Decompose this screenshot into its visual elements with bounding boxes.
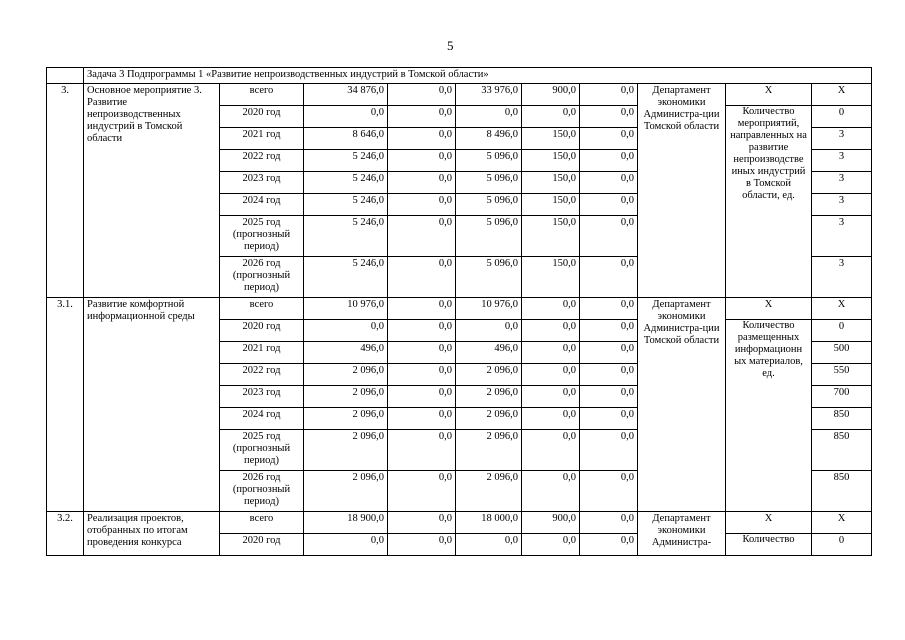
period-cell: 2025 год (прогнозный период) [220,430,304,471]
total-cell: 496,0 [304,342,388,364]
federal-cell: 0,0 [388,194,456,216]
period-cell: 2023 год [220,172,304,194]
municipal-cell: 150,0 [522,216,580,257]
indicator-name-cell: Количество мероприятий, направленных на развитие непроизводстве иных индустрий в Томской области, ед. [726,106,812,298]
indicator-name-cell: Количество размещенных информационн ых материалов, ед. [726,320,812,512]
period-cell: 2020 год [220,534,304,556]
indicator-x-cell: Х [726,512,812,534]
total-cell: 34 876,0 [304,84,388,106]
other-cell: 0,0 [580,172,638,194]
indicator-value-cell: Х [812,512,872,534]
indicator-value-cell: 3 [812,150,872,172]
municipal-cell: 0,0 [522,471,580,512]
section-name: Реализация проектов, отобранных по итогам проведения конкурса [84,512,220,556]
federal-cell: 0,0 [388,408,456,430]
other-cell: 0,0 [580,150,638,172]
federal-cell: 0,0 [388,430,456,471]
municipal-cell: 150,0 [522,257,580,298]
federal-cell: 0,0 [388,471,456,512]
indicator-value-cell: 500 [812,342,872,364]
task-header-row [47,68,872,84]
table-row [47,84,872,106]
total-cell: 2 096,0 [304,471,388,512]
total-cell: 5 246,0 [304,150,388,172]
other-cell: 0,0 [580,386,638,408]
period-cell: 2026 год (прогнозный период) [220,257,304,298]
regional-cell: 10 976,0 [456,298,522,320]
other-cell: 0,0 [580,471,638,512]
regional-cell: 0,0 [456,320,522,342]
indicator-x-cell: Х [726,84,812,106]
total-cell: 2 096,0 [304,430,388,471]
municipal-cell: 0,0 [522,364,580,386]
table-row [47,512,872,534]
total-cell: 0,0 [304,320,388,342]
indicator-value-cell: Х [812,298,872,320]
other-cell: 0,0 [580,320,638,342]
period-cell: 2026 год (прогнозный период) [220,471,304,512]
indicator-name-cell: Количество [726,534,812,556]
period-cell: 2024 год [220,408,304,430]
other-cell: 0,0 [580,342,638,364]
period-cell: 2022 год [220,364,304,386]
municipal-cell: 0,0 [522,534,580,556]
regional-cell: 496,0 [456,342,522,364]
period-cell: 2021 год [220,342,304,364]
indicator-value-cell: Х [812,84,872,106]
other-cell: 0,0 [580,216,638,257]
section-number: 3.2. [47,512,84,556]
page-number: 5 [447,38,454,53]
federal-cell: 0,0 [388,320,456,342]
federal-cell: 0,0 [388,534,456,556]
indicator-value-cell: 3 [812,257,872,298]
regional-cell: 2 096,0 [456,471,522,512]
indicator-value-cell: 3 [812,128,872,150]
regional-cell: 5 096,0 [456,257,522,298]
task-header: Задача 3 Подпрограммы 1 «Развитие непроизводственных индустрий в Томской области» [84,68,872,84]
indicator-value-cell: 700 [812,386,872,408]
section-number: 3.1. [47,298,84,512]
federal-cell: 0,0 [388,128,456,150]
indicator-value-cell: 3 [812,172,872,194]
indicator-value-cell: 3 [812,216,872,257]
federal-cell: 0,0 [388,172,456,194]
total-cell: 2 096,0 [304,386,388,408]
total-cell: 0,0 [304,534,388,556]
regional-cell: 5 096,0 [456,216,522,257]
municipal-cell: 0,0 [522,408,580,430]
indicator-value-cell: 0 [812,106,872,128]
total-cell: 5 246,0 [304,194,388,216]
other-cell: 0,0 [580,84,638,106]
federal-cell: 0,0 [388,257,456,298]
total-cell: 5 246,0 [304,257,388,298]
regional-cell: 8 496,0 [456,128,522,150]
federal-cell: 0,0 [388,342,456,364]
regional-cell: 2 096,0 [456,386,522,408]
municipal-cell: 0,0 [522,106,580,128]
regional-cell: 2 096,0 [456,408,522,430]
other-cell: 0,0 [580,364,638,386]
municipal-cell: 0,0 [522,298,580,320]
municipal-cell: 0,0 [522,386,580,408]
federal-cell: 0,0 [388,216,456,257]
period-cell: всего [220,298,304,320]
total-cell: 2 096,0 [304,364,388,386]
municipal-cell: 0,0 [522,430,580,471]
table-row [47,298,872,320]
indicator-value-cell: 850 [812,471,872,512]
federal-cell: 0,0 [388,386,456,408]
federal-cell: 0,0 [388,150,456,172]
regional-cell: 18 000,0 [456,512,522,534]
total-cell: 10 976,0 [304,298,388,320]
municipal-cell: 150,0 [522,172,580,194]
federal-cell: 0,0 [388,512,456,534]
regional-cell: 2 096,0 [456,430,522,471]
executor-cell: Департамент экономики Администра- [638,512,726,556]
total-cell: 0,0 [304,106,388,128]
program-table [46,67,872,556]
other-cell: 0,0 [580,512,638,534]
municipal-cell: 0,0 [522,320,580,342]
period-cell: всего [220,512,304,534]
indicator-value-cell: 850 [812,430,872,471]
table-body [47,68,872,556]
period-cell: 2021 год [220,128,304,150]
section-number: 3. [47,84,84,298]
other-cell: 0,0 [580,408,638,430]
regional-cell: 0,0 [456,534,522,556]
federal-cell: 0,0 [388,84,456,106]
other-cell: 0,0 [580,298,638,320]
period-cell: 2020 год [220,106,304,128]
executor-cell: Департамент экономики Администра-ции Томской области [638,298,726,512]
total-cell: 2 096,0 [304,408,388,430]
regional-cell: 5 096,0 [456,172,522,194]
other-cell: 0,0 [580,128,638,150]
other-cell: 0,0 [580,106,638,128]
regional-cell: 2 096,0 [456,364,522,386]
indicator-value-cell: 0 [812,534,872,556]
total-cell: 5 246,0 [304,172,388,194]
indicator-value-cell: 3 [812,194,872,216]
regional-cell: 5 096,0 [456,194,522,216]
municipal-cell: 150,0 [522,194,580,216]
municipal-cell: 900,0 [522,512,580,534]
municipal-cell: 900,0 [522,84,580,106]
section-name: Развитие комфортной информационной среды [84,298,220,512]
indicator-value-cell: 550 [812,364,872,386]
federal-cell: 0,0 [388,106,456,128]
period-cell: 2024 год [220,194,304,216]
municipal-cell: 0,0 [522,342,580,364]
executor-cell: Департамент экономики Администра-ции Томской области [638,84,726,298]
period-cell: всего [220,84,304,106]
total-cell: 18 900,0 [304,512,388,534]
indicator-x-cell: Х [726,298,812,320]
indicator-value-cell: 850 [812,408,872,430]
task-header-empty-cell [47,68,84,84]
period-cell: 2020 год [220,320,304,342]
other-cell: 0,0 [580,194,638,216]
regional-cell: 5 096,0 [456,150,522,172]
section-name: Основное мероприятие 3. Развитие непроизводственных индустрий в Томской области [84,84,220,298]
regional-cell: 0,0 [456,106,522,128]
federal-cell: 0,0 [388,364,456,386]
total-cell: 8 646,0 [304,128,388,150]
indicator-value-cell: 0 [812,320,872,342]
period-cell: 2022 год [220,150,304,172]
other-cell: 0,0 [580,430,638,471]
federal-cell: 0,0 [388,298,456,320]
municipal-cell: 150,0 [522,128,580,150]
period-cell: 2025 год (прогнозный период) [220,216,304,257]
total-cell: 5 246,0 [304,216,388,257]
municipal-cell: 150,0 [522,150,580,172]
other-cell: 0,0 [580,534,638,556]
period-cell: 2023 год [220,386,304,408]
regional-cell: 33 976,0 [456,84,522,106]
other-cell: 0,0 [580,257,638,298]
